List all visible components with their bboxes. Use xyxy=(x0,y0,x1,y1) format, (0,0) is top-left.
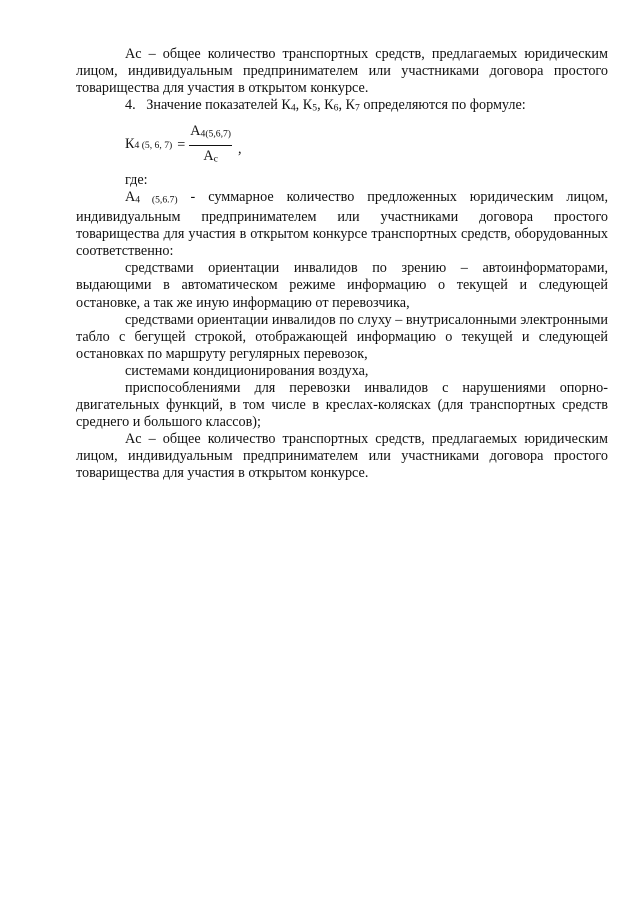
a-symbol-main: А xyxy=(125,189,136,206)
paragraph-vision-aids: средствами ориентации инвалидов по зрению – автоинформаторами, выдающими в автоматическом режиме информацию о текущей и следующей остановке, а так же иную информацию от перевозчика, xyxy=(76,260,608,311)
formula-comma: , xyxy=(238,140,242,157)
formula-block xyxy=(76,123,608,167)
formula-lhs xyxy=(125,136,172,154)
formula-lhs-sub: 4 (5, 6, 7) xyxy=(134,140,173,152)
formula-den-sub: с xyxy=(213,153,218,165)
item-4-sub-k4: 4 xyxy=(290,103,296,115)
paragraph-wheelchair-devices: приспособлениями для перевозки инвалидов с нарушениями опорно-двигательных функций, в том числе в креслах-колясках (для транспортных средств среднего и большого классов); xyxy=(76,379,608,431)
formula-num-main: А xyxy=(190,122,201,139)
item-4-sub-k6: 6 xyxy=(333,103,339,115)
item-4-tail: определяются по формуле: xyxy=(359,97,526,114)
paragraph-hearing-aids: средствами ориентации инвалидов по слуху – внутрисалонными электронными табло с бегущей строкой, отображающей информацию о текущей и следующей остановках по маршруту регулярных перевозок, xyxy=(76,311,608,362)
item-number: 4. xyxy=(125,97,136,114)
formula-den-main: А xyxy=(203,147,214,164)
paragraph-item-4 xyxy=(76,97,608,117)
formula-fraction xyxy=(189,123,232,168)
formula-lhs-main: К xyxy=(125,136,135,153)
item-4-sep3: , К xyxy=(338,97,356,114)
a-definition-text: - суммарное количество предложенных юридическим лицом, индивидуальным предпринимателем или участниками договора простого товарищества для участия в открытом конкурсе транспортных средств, оборудованных соответственно: xyxy=(76,189,608,260)
a-symbol-sub: 4 (5,6.7) xyxy=(135,194,178,206)
item-4-sub-k7: 7 xyxy=(355,103,360,115)
item-4-sep1: , К xyxy=(295,97,313,114)
paragraph-air-conditioning: системами кондиционирования воздуха, xyxy=(125,362,369,379)
item-4-text: Значение показателей К xyxy=(146,97,291,114)
document-body xyxy=(76,46,608,483)
formula-equals: = xyxy=(177,136,186,153)
formula-numerator xyxy=(189,123,232,145)
item-4-sub-k5: 5 xyxy=(312,103,318,115)
paragraph-ac-definition-bottom: Aс – общее количество транспортных средств, предлагаемых юридическим лицом, индивидуальным предпринимателем или участниками договора простого товарищества для участия в открытом конкурсе. xyxy=(76,431,608,482)
paragraph-ac-definition-top: Aс – общее количество транспортных средств, предлагаемых юридическим лицом, индивидуальным предпринимателем или участниками договора простого товарищества для участия в открытом конкурсе. xyxy=(76,46,608,97)
paragraph-a-definition xyxy=(76,189,608,260)
formula-denominator xyxy=(203,146,218,168)
paragraph-where: где: xyxy=(125,172,148,189)
formula-num-sub: 4(5,6,7) xyxy=(200,128,232,140)
item-4-sep2: , К xyxy=(317,97,334,114)
